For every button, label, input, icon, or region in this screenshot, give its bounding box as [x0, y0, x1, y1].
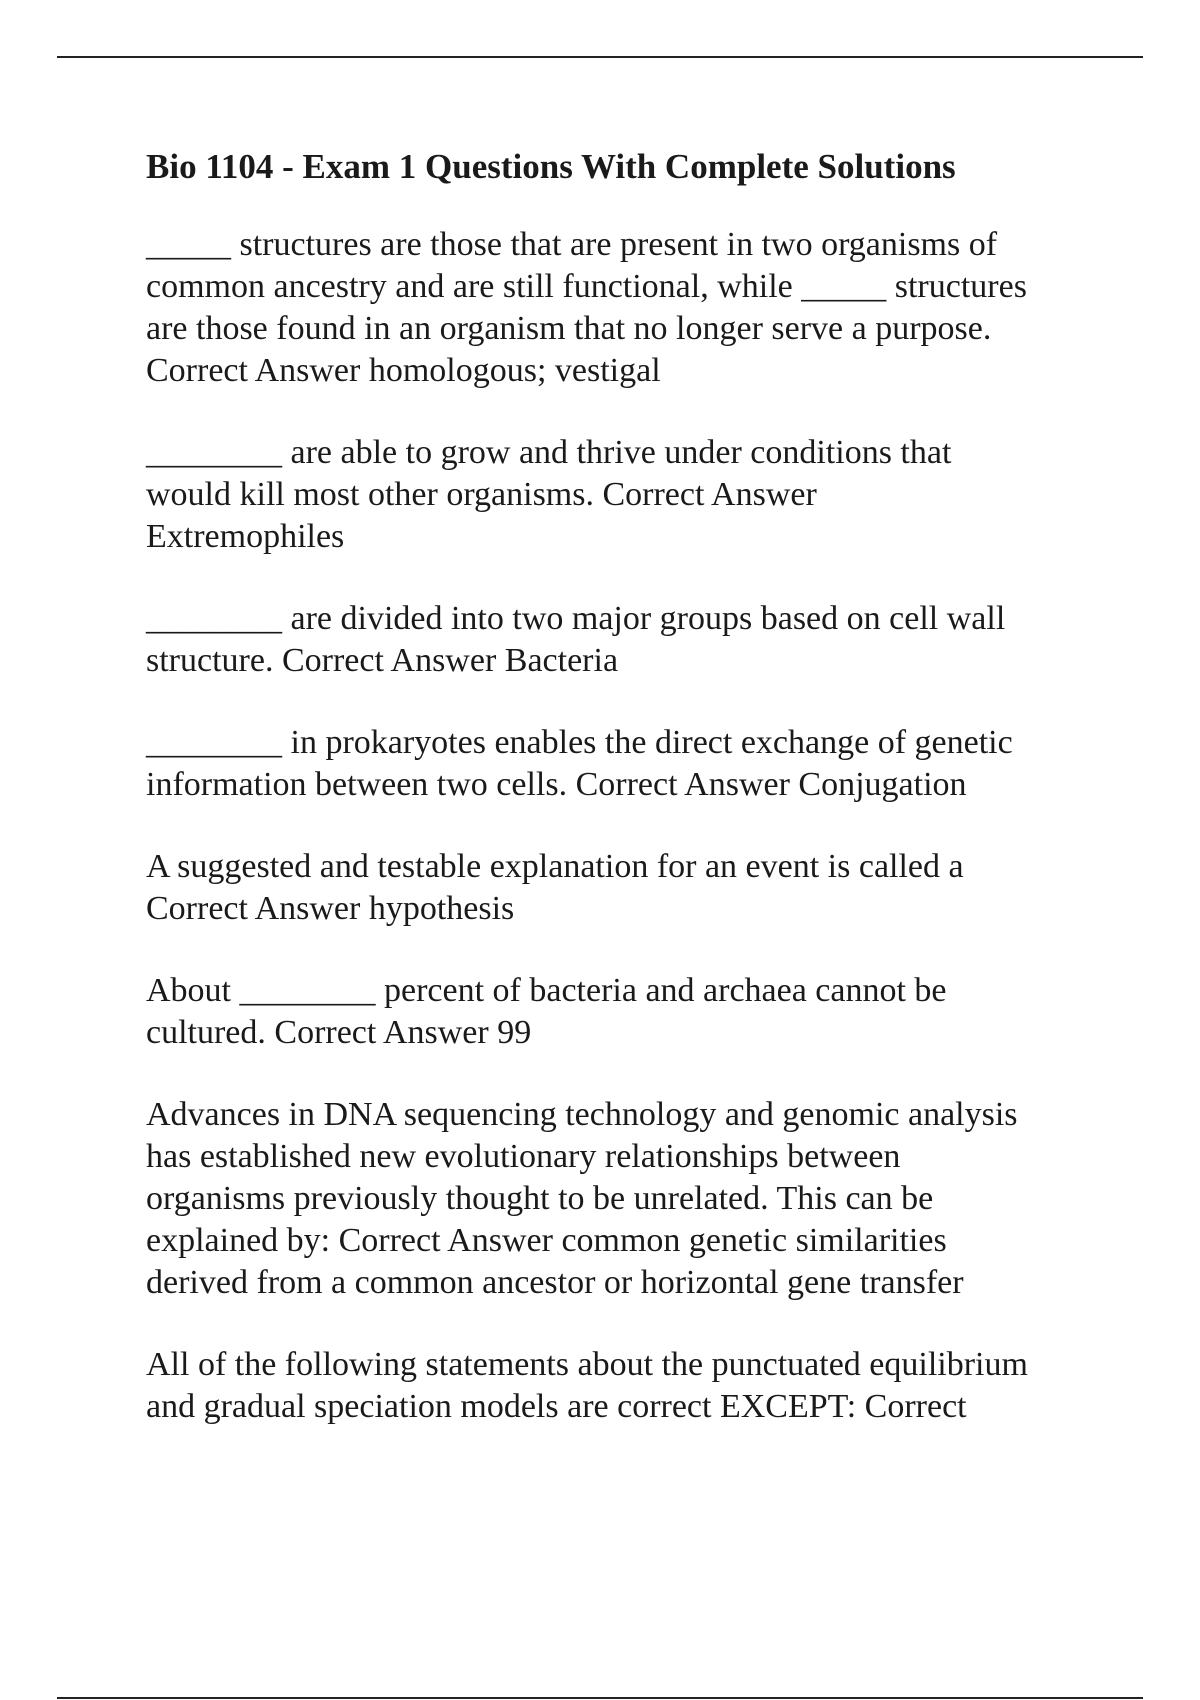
document-title: Bio 1104 - Exam 1 Questions With Complete Solutions [146, 147, 956, 186]
bottom-divider [57, 1697, 1143, 1699]
document-body [146, 146, 1106, 1468]
question-5: A suggested and testable explanation for an event is called a Correct Answer hypothesis [146, 848, 964, 927]
question-6: About ________ percent of bacteria and archaea cannot be cultured. Correct Answer 99 [146, 972, 947, 1051]
top-divider [57, 56, 1143, 58]
question-3: ________ are divided into two major groups based on cell wall structure. Correct Answer Bacteria [146, 600, 1006, 679]
question-8: All of the following statements about the punctuated equilibrium and gradual speciation models are correct EXCEPT: Correct [146, 1346, 1028, 1425]
question-7: Advances in DNA sequencing technology and genomic analysis has established new evolutionary relationships between organisms previously thought to be unrelated. This can be explained by: Correct Answer common genetic similarities derived from a common ancestor or horizontal gene transfer [146, 1096, 1018, 1301]
question-2: ________ are able to grow and thrive under conditions that would kill most other organisms. Correct Answer Extremophiles [146, 434, 952, 555]
question-4: ________ in prokaryotes enables the direct exchange of genetic information between two cells. Correct Answer Conjugation [146, 724, 1013, 803]
question-1: _____ structures are those that are present in two organisms of common ancestry and are still functional, while _____ structures are those found in an organism that no longer serve a purpose. Correct Answer homologous; vestigal [146, 226, 1027, 389]
